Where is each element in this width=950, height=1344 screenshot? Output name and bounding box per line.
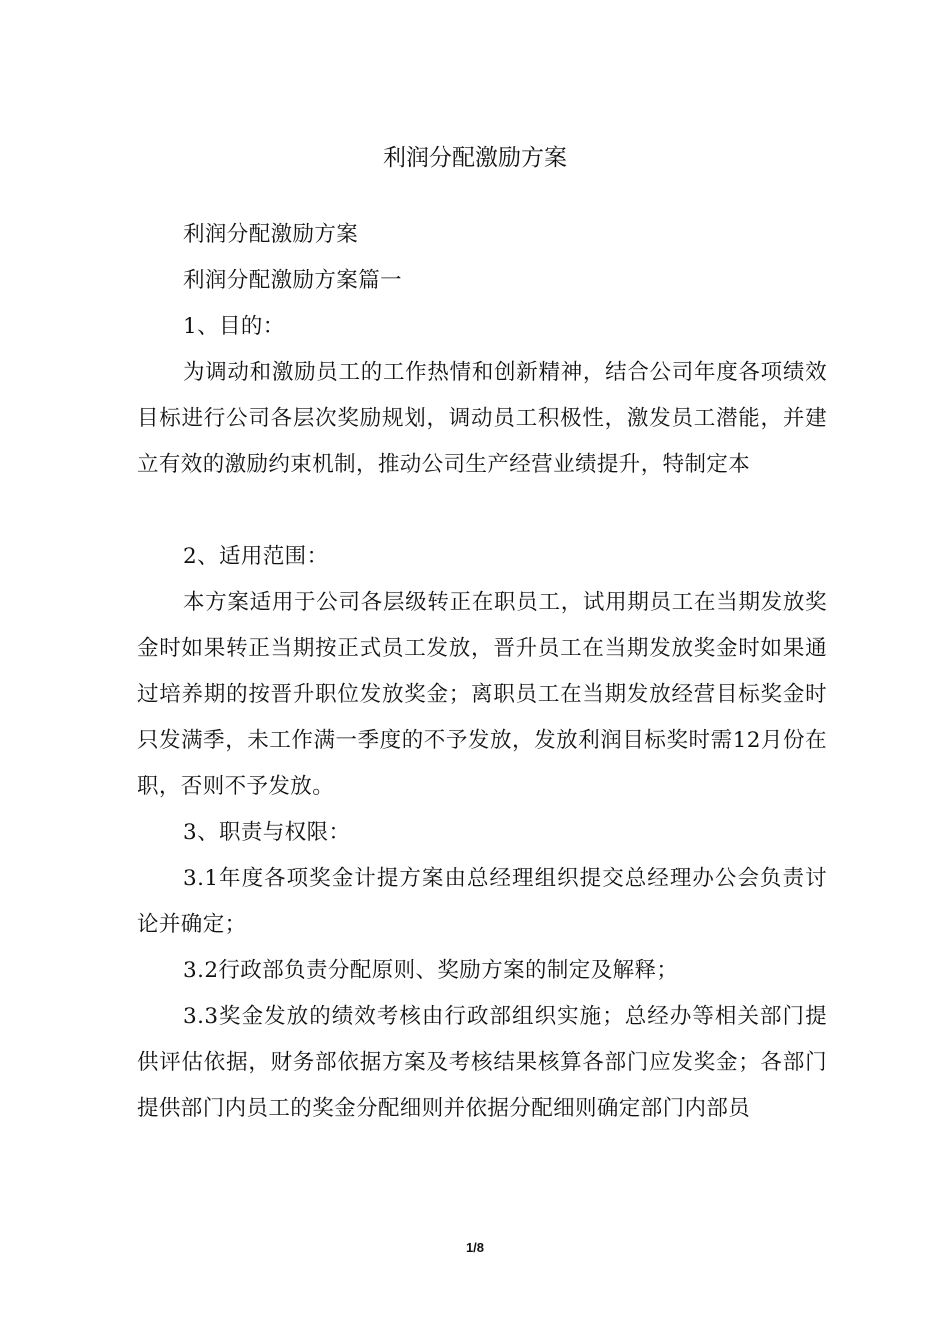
page-number: 1/8 [465,1240,485,1255]
section-heading-purpose: 1、目的： [183,314,285,339]
paragraph-purpose: 为调动和激励员工的工作热情和创新精神，结合公司年度各项绩效目标进行公司各层次奖励规划，调动员工积极性，激发员工潜能，并建立有效的激励约束机制，推动公司生产经营业绩提升，特制定本 [137,360,827,477]
section-heading-scope: 2、适用范围： [183,544,329,569]
paragraph-scope: 本方案适用于公司各层级转正在职员工，试用期员工在当期发放奖金时如果转正当期按正式员工发放，晋升员工在当期发放奖金时如果通过培养期的按晋升职位发放奖金；离职员工在当期发放经营目标奖金时只发满季，未工作满一季度的不予发放，发放利润目标奖时需12月份在职，否则不予发放。 [137,590,827,799]
paragraph-subheading: 利润分配激励方案篇一 [183,268,403,293]
document-title: 利润分配激励方案 [383,145,567,171]
paragraph-3-1: 3.1年度各项奖金计提方案由总经理组织提交总经理办公会负责讨论并确定； [137,866,827,937]
document-body [137,212,827,1132]
paragraph-3-2: 3.2行政部负责分配原则、奖励方案的制定及解释； [183,958,679,983]
paragraph-3-3: 3.3奖金发放的绩效考核由行政部组织实施；总经办等相关部门提供评估依据，财务部依据方案及考核结果核算各部门应发奖金；各部门提供部门内员工的奖金分配细则并依据分配细则确定部门内部员 [137,1004,827,1121]
paragraph-gap [137,488,827,534]
section-heading-responsibilities: 3、职责与权限： [183,820,351,845]
paragraph-heading: 利润分配激励方案 [183,222,359,247]
